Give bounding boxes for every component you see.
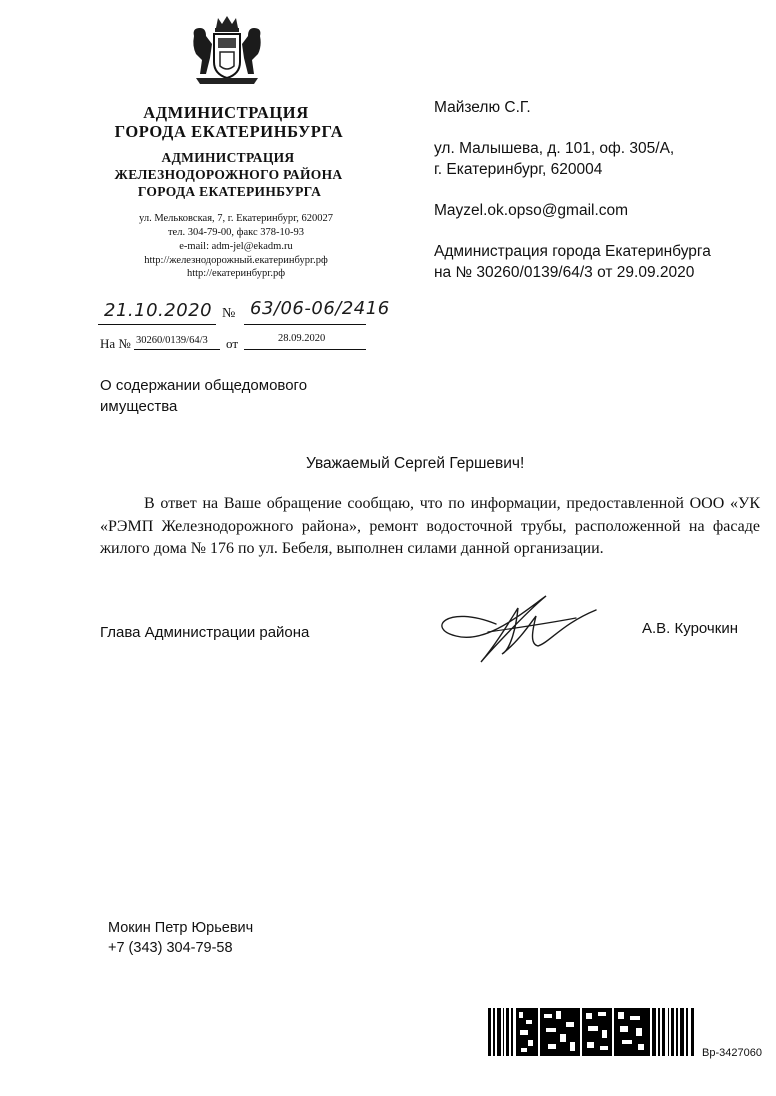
- signatory-name: А.В. Курочкин: [642, 620, 738, 637]
- ref-date-underline: [244, 349, 366, 350]
- ref-from-label: от: [226, 336, 239, 351]
- executor-name: Мокин Петр Юрьевич: [108, 920, 254, 936]
- recipient-address-line-2: г. Екатеринбург, 620004: [434, 161, 603, 178]
- recipient-reference-line-1: Администрация города Екатеринбурга: [434, 243, 711, 260]
- contact-website-1: http://железнодорожный.екатеринбург.рф: [144, 255, 328, 266]
- ref-prefix-label: На №: [100, 336, 131, 351]
- number-sign-label: №: [222, 306, 236, 321]
- document-barcode: [488, 1008, 696, 1056]
- outgoing-number-handwritten: 63/06-06/2416: [250, 298, 390, 319]
- contact-email: e-mail: adm-jel@ekadm.ru: [179, 241, 293, 252]
- contact-phone: тел. 304-79-00, факс 378-10-93: [167, 227, 305, 238]
- recipient-address-line-1: ул. Малышева, д. 101, оф. 305/А,: [434, 140, 675, 157]
- salutation: Уважаемый Сергей Гершевич!: [306, 455, 525, 472]
- ref-number-value: 30260/0139/64/3: [136, 335, 208, 346]
- executor-phone: +7 (343) 304-79-58: [108, 940, 233, 956]
- org-title-line-2: ГОРОДА ЕКАТЕРИНБУРГА: [114, 122, 344, 141]
- org-title-line-1: АДМИНИСТРАЦИЯ: [143, 103, 309, 122]
- district-title-line-3: ГОРОДА ЕКАТЕРИНБУРГА: [137, 184, 322, 199]
- number-underline: [244, 324, 366, 325]
- ref-number-underline: [134, 349, 220, 350]
- handwritten-signature: [426, 584, 606, 666]
- subject-line-2: имущества: [100, 398, 178, 415]
- subject-line-1: О содержании общедомового: [100, 377, 308, 394]
- city-coat-of-arms-emblem: [188, 14, 266, 88]
- letter-body: [100, 493, 760, 561]
- ref-date-value: 28.09.2020: [278, 333, 326, 344]
- district-title-line-2: ЖЕЛЕЗНОДОРОЖНОГО РАЙОНА: [114, 167, 343, 182]
- district-title-line-1: АДМИНИСТРАЦИЯ: [161, 150, 295, 165]
- contact-address: ул. Мельковская, 7, г. Екатеринбург, 620027: [139, 213, 333, 224]
- date-underline: [98, 324, 216, 325]
- recipient-email: Mayzel.ok.opso@gmail.com: [434, 202, 629, 219]
- recipient-reference-line-2: на № 30260/0139/64/3 от 29.09.2020: [434, 264, 695, 281]
- signatory-position: Глава Администрации района: [100, 624, 310, 641]
- contact-website-2: http://екатеринбург.рф: [186, 268, 286, 279]
- recipient-name: Майзелю С.Г.: [434, 99, 531, 116]
- outgoing-date-handwritten: 21.10.2020: [104, 300, 213, 321]
- barcode-id-text: Вр-3427060: [702, 1047, 762, 1059]
- letter-body-text: В ответ на Ваше обращение сообщаю, что по информации, предоставленной ООО «УК «РЭМП Железнодорожного района», ремонт водосточной трубы, расположенной на фасаде жилого дома № 176 по ул. Бебеля, выполнен силами данной организации.: [100, 495, 760, 557]
